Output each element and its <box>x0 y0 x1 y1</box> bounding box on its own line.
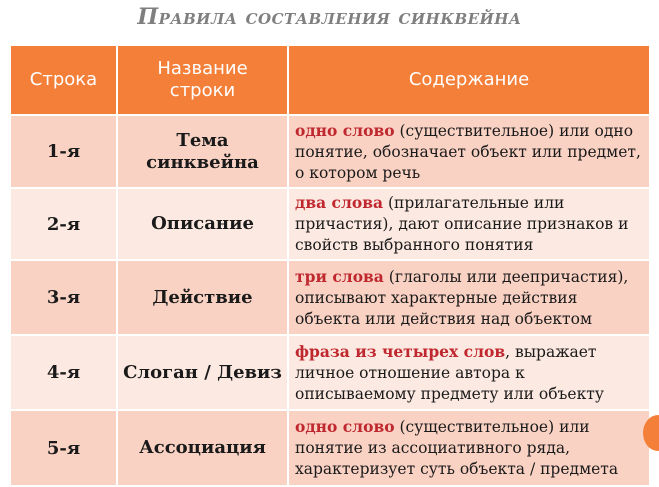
row-content <box>288 188 650 260</box>
content-text: (существительное) или понятие из ассоциативного ряда, характеризует суть объекта / предмета <box>295 418 619 478</box>
sinkvein-rules-table <box>9 44 651 487</box>
column-header-line-name: Название строки <box>117 45 288 115</box>
content-text: (существительное) или одно понятие, обозначает объект или предмет, о котором речь <box>295 121 641 182</box>
column-header-line: Строка <box>10 45 117 115</box>
content-text: (глаголы или деепричастия), описывают характерные действия объекта или действия над объектом <box>295 267 629 328</box>
row-name: Тема синквейна <box>117 115 288 188</box>
content-highlight: фраза из четырех слов <box>295 341 506 361</box>
content-highlight: одно слово <box>295 417 395 436</box>
row-content <box>288 115 650 188</box>
row-name: Ассоциация <box>117 410 288 486</box>
content-highlight: три слова <box>295 266 384 286</box>
row-content <box>288 335 650 410</box>
row-number: 1-я <box>10 115 117 188</box>
content-text: (прилагательные или причастия), дают описание признаков и свойств выбранного понятия <box>295 194 629 254</box>
row-content <box>288 260 650 335</box>
row-number: 5-я <box>10 410 117 486</box>
content-text: , выражает личное отношение автора к описываемому предмету или объекту <box>295 342 604 403</box>
column-header-content: Содержание <box>288 45 650 115</box>
table-header-row <box>10 45 650 115</box>
row-number: 3-я <box>10 260 117 335</box>
page-title: Правила составления синквейна <box>137 4 522 30</box>
table-row <box>10 335 650 410</box>
content-highlight: одно слово <box>295 120 395 140</box>
table-row <box>10 188 650 260</box>
row-number: 4-я <box>10 335 117 410</box>
table-row <box>10 260 650 335</box>
table-row <box>10 410 650 486</box>
row-number: 2-я <box>10 188 117 260</box>
content-highlight: два слова <box>295 193 384 212</box>
row-content <box>288 410 650 486</box>
table-row <box>10 115 650 188</box>
row-name: Описание <box>117 188 288 260</box>
row-name: Действие <box>117 260 288 335</box>
row-name: Слоган / Девиз <box>117 335 288 410</box>
